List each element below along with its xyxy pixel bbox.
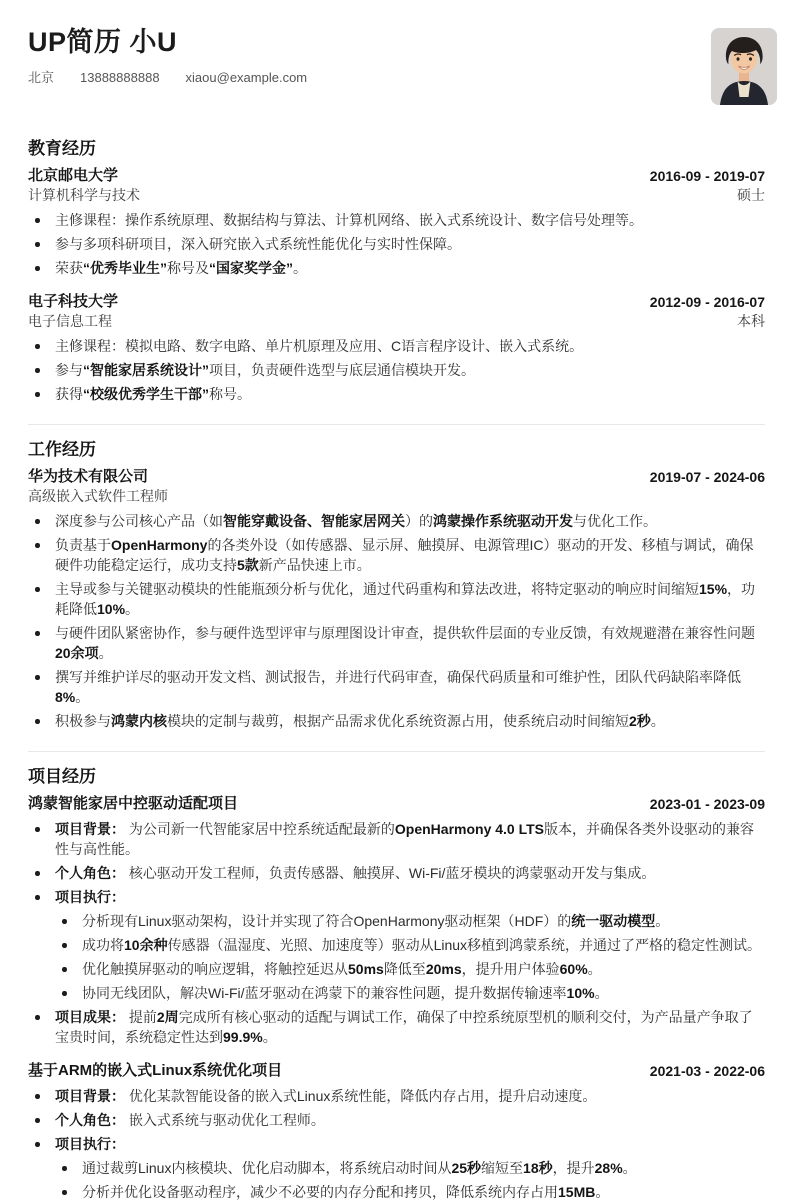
bold-text: 10%: [566, 985, 595, 1001]
text: 负责基于: [55, 537, 111, 553]
bullet-item: [28, 210, 765, 230]
bullet-item: [28, 234, 765, 254]
bold-text: 2周: [156, 1009, 179, 1025]
bold-text: 智能穿戴设备、智能家居网关: [223, 513, 405, 529]
bullet-item: [28, 336, 765, 356]
resume-section: [28, 751, 765, 1202]
bold-text: 15%: [699, 581, 728, 597]
bullet-item: [28, 711, 765, 731]
text: 项目，负责硬件选型与底层通信模块开发。: [209, 362, 475, 378]
entry-meta: 硕士: [737, 187, 765, 203]
bullet-item: [28, 511, 765, 531]
bullet-item: [28, 360, 765, 380]
entry-bullets: [28, 1086, 765, 1202]
bold-text: 项目成果：: [55, 1009, 125, 1025]
contact-email: xiaou@example.com: [185, 70, 308, 85]
bullet-item: [28, 959, 765, 979]
text: 传感器（温湿度、光照、加速度等）驱动从Linux移植到鸿蒙系统，并通过了严格的稳定性测试。: [167, 937, 762, 953]
bullet-item: [28, 579, 765, 619]
text: 撰写并维护详尽的驱动开发文档、测试报告，并进行代码审查，确保代码质量和可维护性，团队代码缺陷率降低: [55, 669, 741, 685]
entry-title: 电子科技大学: [28, 293, 119, 310]
text: 优化某款智能设备的嵌入式Linux系统性能，降低内存占用，提升启动速度。: [125, 1088, 597, 1104]
bold-text: 统一驱动模型: [571, 913, 656, 929]
text: 优化触摸屏驱动的响应逻辑，将触控延迟从: [82, 961, 348, 977]
entry-left: [28, 1061, 282, 1081]
text: 通过裁剪Linux内核模块、优化启动脚本，将系统启动时间从: [82, 1160, 452, 1176]
bullet-item: [28, 384, 765, 404]
bullet-item: [28, 1134, 765, 1154]
candidate-name: UP简历 小U: [28, 27, 178, 57]
entry-head: [28, 467, 765, 506]
bullet-item: [28, 1110, 765, 1130]
text: 与优化工作。: [573, 513, 657, 529]
text: 。: [622, 1160, 637, 1176]
text: 的各类外设（如传感器、显示屏、触摸屏、电源管理IC）驱动的开发、移植与调试，确保硬件功能稳定运行，成功支持: [55, 537, 754, 573]
entry-right: [650, 467, 765, 487]
text: 嵌入式系统与驱动优化工程师。: [125, 1112, 325, 1128]
text: 主修课程：操作系统原理、数据结构与算法、计算机网络、嵌入式系统设计、数字信号处理等。: [55, 212, 643, 228]
bullet-item: [28, 819, 765, 859]
bold-text: 项目执行：: [55, 1136, 125, 1152]
section-entries: [28, 467, 765, 731]
bold-text: 20余项: [55, 645, 99, 661]
bullet-item: [28, 667, 765, 707]
bullet-item: [28, 935, 765, 955]
entry-subtitle: 电子信息工程: [28, 313, 112, 329]
text: 。: [650, 713, 665, 729]
resume-entry: [28, 292, 765, 404]
entry-date: 2023-01 - 2023-09: [649, 796, 765, 812]
bold-text: “智能家居系统设计”: [83, 362, 209, 378]
text: 。: [293, 260, 307, 276]
bold-text: 个人角色：: [55, 865, 125, 881]
contact-row: [28, 70, 765, 86]
bullet-item: [28, 535, 765, 575]
bullet-item: [28, 983, 765, 1003]
bold-text: 鸿蒙操作系统驱动开发: [433, 513, 573, 529]
entry-date: 2021-03 - 2022-06: [649, 1063, 765, 1079]
entry-title: 华为技术有限公司: [28, 468, 149, 485]
resume-entry: [28, 1061, 765, 1202]
entry-head: [28, 166, 765, 205]
entry-bullets: [28, 336, 765, 404]
entry-title: 鸿蒙智能家居中控驱动适配项目: [28, 795, 239, 812]
bullet-item: [28, 1182, 765, 1202]
text: 积极参与: [55, 713, 111, 729]
bullet-item: [28, 911, 765, 931]
entry-left: [28, 794, 238, 814]
entry-left: [28, 467, 168, 506]
bold-text: 20ms: [425, 961, 462, 977]
entry-date: 2019-07 - 2024-06: [649, 469, 765, 485]
entry-bullets: [28, 819, 765, 1047]
bold-text: 项目执行：: [55, 889, 125, 905]
resume-section: [28, 138, 765, 404]
bold-text: 60%: [559, 961, 588, 977]
text: 。: [595, 1184, 610, 1200]
text: 模块的定制与裁剪，根据产品需求优化系统资源占用，使系统启动时间缩短: [167, 713, 629, 729]
portrait-illustration: [711, 28, 777, 105]
entry-title: 基于ARM的嵌入式Linux系统优化项目: [28, 1062, 283, 1079]
text: ，功耗降低: [55, 581, 756, 617]
text: 。: [125, 601, 140, 617]
resume-entry: [28, 794, 765, 1047]
text: 成功将: [82, 937, 124, 953]
bold-text: 28%: [594, 1160, 623, 1176]
text: 主修课程：模拟电路、数字电路、单片机原理及应用、C语言程序设计、嵌入式系统。: [55, 338, 584, 354]
bold-text: 50ms: [348, 961, 384, 977]
bold-text: “校级优秀学生干部”: [83, 386, 209, 402]
entry-head: [28, 794, 765, 814]
contact-location: 北京: [28, 70, 55, 85]
entry-right: [650, 166, 765, 205]
entry-date: 2016-09 - 2019-07: [649, 168, 765, 184]
text: 协同无线团队，解决Wi-Fi/蓝牙驱动在鸿蒙下的兼容性问题，提升数据传输速率: [82, 985, 567, 1001]
text: 降低至: [383, 961, 426, 977]
text: 分析并优化设备驱动程序，减少不必要的内存分配和拷贝，降低系统内存占用: [82, 1184, 558, 1200]
bold-text: 8%: [55, 689, 76, 705]
bullet-item: [28, 887, 765, 907]
text: ，提升: [552, 1160, 595, 1176]
section-entries: [28, 794, 765, 1202]
resume-section: [28, 424, 765, 731]
text: 。: [587, 961, 602, 977]
entry-bullets: [28, 210, 765, 278]
profile-photo: [711, 28, 777, 105]
bold-text: 25秒: [451, 1160, 482, 1176]
text: 。: [262, 1029, 277, 1045]
text: 核心驱动开发工程师，负责传感器、触摸屏、Wi-Fi/蓝牙模块的鸿蒙驱动开发与集成。: [125, 865, 656, 881]
text: 获得: [55, 386, 83, 402]
bold-text: 项目背景：: [55, 821, 125, 837]
text: 新产品快速上市。: [258, 557, 371, 573]
resume-entry: [28, 166, 765, 278]
text: 深度参与公司核心产品（如: [55, 513, 223, 529]
text: 版本，并确保各类外设驱动的兼容性与高性能。: [55, 821, 754, 857]
bold-text: “优秀毕业生”: [83, 260, 167, 276]
section-entries: [28, 166, 765, 404]
entry-meta: 本科: [737, 313, 765, 329]
bullet-item: [28, 1086, 765, 1106]
bullet-item: [28, 258, 765, 278]
bold-text: 10%: [97, 601, 126, 617]
text: ，提升用户体验: [461, 961, 560, 977]
entry-left: [28, 166, 140, 205]
bold-text: 99.9%: [223, 1029, 263, 1045]
entry-date: 2012-09 - 2016-07: [649, 294, 765, 310]
text: 提前: [125, 1009, 157, 1025]
entry-left: [28, 292, 118, 331]
contact-phone: 13888888888: [80, 70, 160, 85]
text: 与硬件团队紧密协作，参与硬件选型评审与原理图设计审查，提供软件层面的专业反馈，有效规避潜在兼容性问题: [55, 625, 755, 641]
bullet-item: [28, 863, 765, 883]
section-title: 教育经历: [28, 139, 96, 158]
text: 。: [98, 645, 113, 661]
text: 。: [75, 689, 90, 705]
resume-header: [28, 24, 765, 86]
resume-entry: [28, 467, 765, 731]
bold-text: 个人角色：: [55, 1112, 125, 1128]
text: 参与: [55, 362, 83, 378]
entry-head: [28, 292, 765, 331]
text: 分析现有Linux驱动架构，设计并实现了符合OpenHarmony驱动框架（HDF）的: [82, 913, 572, 929]
section-title: 工作经历: [28, 440, 96, 459]
bold-text: 15MB: [558, 1184, 596, 1200]
text: 为公司新一代智能家居中控系统适配最新的: [125, 821, 395, 837]
sections: [28, 138, 765, 1202]
text: 参与多项科研项目，深入研究嵌入式系统性能优化与实时性保障。: [55, 236, 461, 252]
bullet-item: [28, 1007, 765, 1047]
bold-text: 18秒: [523, 1160, 553, 1176]
bold-text: 鸿蒙内核: [111, 713, 167, 729]
entry-subtitle: 高级嵌入式软件工程师: [28, 488, 168, 504]
bold-text: 5款: [237, 557, 259, 573]
bold-text: 项目背景：: [55, 1088, 125, 1104]
entry-title: 北京邮电大学: [28, 167, 119, 184]
text: 称号及: [167, 260, 209, 276]
entry-right: [650, 794, 765, 814]
text: 。: [655, 913, 670, 929]
bullet-item: [28, 623, 765, 663]
text: ）的: [405, 513, 433, 529]
entry-head: [28, 1061, 765, 1081]
entry-right: [650, 1061, 765, 1081]
bold-text: 2秒: [629, 713, 651, 729]
bullet-item: [28, 1158, 765, 1178]
section-title: 项目经历: [28, 767, 96, 786]
bold-text: OpenHarmony 4.0 LTS: [394, 821, 544, 837]
text: 称号。: [209, 386, 251, 402]
entry-subtitle: 计算机科学与技术: [28, 187, 140, 203]
entry-bullets: [28, 511, 765, 731]
text: 主导或参与关键驱动模块的性能瓶颈分析与优化，通过代码重构和算法改进，将特定驱动的响应时间缩短: [55, 581, 699, 597]
bold-text: “国家奖学金”: [209, 260, 293, 276]
text: 荣获: [55, 260, 83, 276]
text: 缩短至: [481, 1160, 524, 1176]
bold-text: OpenHarmony: [111, 537, 208, 553]
entry-right: [650, 292, 765, 331]
text: 完成所有核心驱动的适配与调试工作，确保了中控系统原型机的顺利交付，为产品量产争取了宝贵时间，系统稳定性达到: [55, 1009, 753, 1045]
bold-text: 10余种: [124, 937, 168, 953]
text: 。: [594, 985, 609, 1001]
